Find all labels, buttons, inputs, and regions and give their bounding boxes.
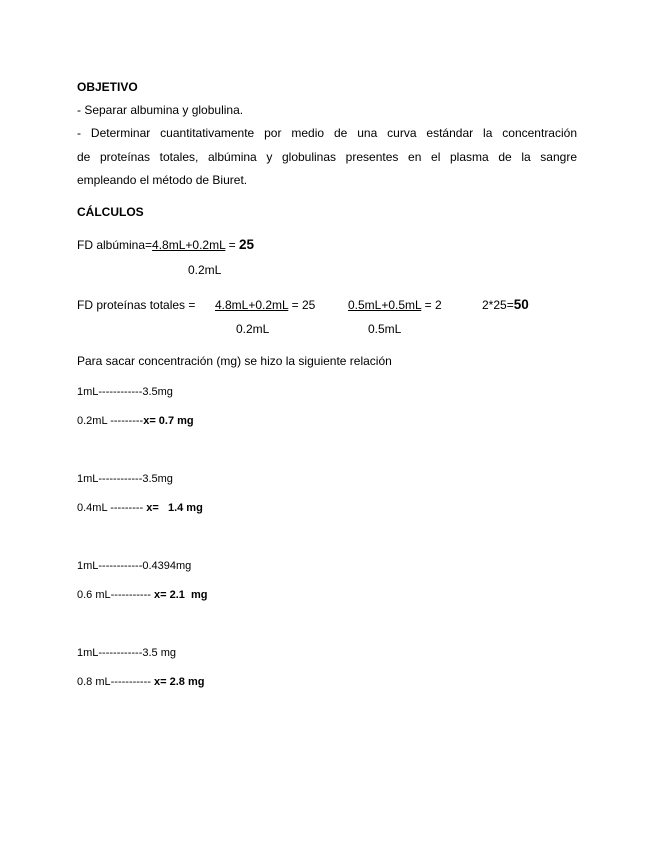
calculos-heading: CÁLCULOS [77, 205, 144, 219]
relacion-2-bottom-left: 0.4mL --------- [77, 502, 147, 514]
relacion-1-bottom-left: 0.2mL --------- [77, 415, 144, 427]
relacion-2-bottom [77, 500, 203, 516]
fd-proteinas-equals-1: = 25 [288, 298, 316, 312]
fd-proteinas-equals-2: = 2 [421, 298, 442, 312]
fd-albumina-numerator: 4.8mL+0.2mL [152, 238, 226, 252]
relacion-3-result: x= 2.1 mg [150, 589, 208, 601]
objetivo-heading: OBJETIVO [77, 80, 138, 94]
relacion-1-top: 1mL------------3.5mg [77, 386, 173, 398]
relacion-2-top: 1mL------------3.5mg [77, 473, 173, 485]
fd-proteinas-numerator-1: 4.8mL+0.2mL [215, 298, 289, 312]
relacion-1-result: x= 0.7 mg [143, 415, 194, 427]
fd-proteinas-denominator-2: 0.5mL [368, 322, 402, 336]
fd-albumina-label: FD albúmina= [77, 238, 153, 252]
objetivo-line-3: de proteínas totales, albúmina y globulinas presentes en el plasma de la sangre [77, 150, 577, 164]
fd-proteinas-product [482, 297, 529, 313]
fd-albumina-row [77, 237, 254, 253]
objetivo-line-4: empleando el método de Biuret. [77, 173, 248, 187]
objetivo-line-2: - Determinar cuantitativamente por medio de una curva estándar la concentración [77, 126, 577, 140]
relacion-intro: Para sacar concentración (mg) se hizo la siguiente relación [77, 354, 392, 368]
relacion-1-bottom [77, 413, 194, 429]
fd-proteinas-numerator-2: 0.5mL+0.5mL [348, 298, 422, 312]
fd-proteinas-label: FD proteínas totales = [77, 298, 196, 312]
fd-albumina-result: 25 [239, 237, 255, 252]
fd-proteinas-product-expr: 2*25= [482, 298, 514, 312]
fd-proteinas-denominator-1: 0.2mL [236, 322, 270, 336]
fd-proteinas-result: 50 [513, 297, 529, 312]
relacion-3-bottom-left: 0.6 mL----------- [77, 589, 151, 601]
fd-proteinas-fraction-2 [348, 297, 442, 313]
fd-albumina-denominator: 0.2mL [188, 263, 222, 277]
relacion-2-result: x= 1.4 mg [146, 502, 203, 514]
objetivo-line-1: - Separar albumina y globulina. [77, 103, 244, 117]
relacion-4-result: x= 2.8 mg [150, 676, 205, 688]
fd-proteinas-fraction-1 [215, 297, 315, 313]
relacion-4-bottom-left: 0.8 mL----------- [77, 676, 151, 688]
relacion-3-top: 1mL------------0.4394mg [77, 560, 192, 572]
relacion-4-top: 1mL------------3.5 mg [77, 647, 176, 659]
relacion-4-bottom [77, 674, 204, 690]
fd-albumina-equals: = [225, 238, 239, 252]
relacion-3-bottom [77, 587, 208, 603]
